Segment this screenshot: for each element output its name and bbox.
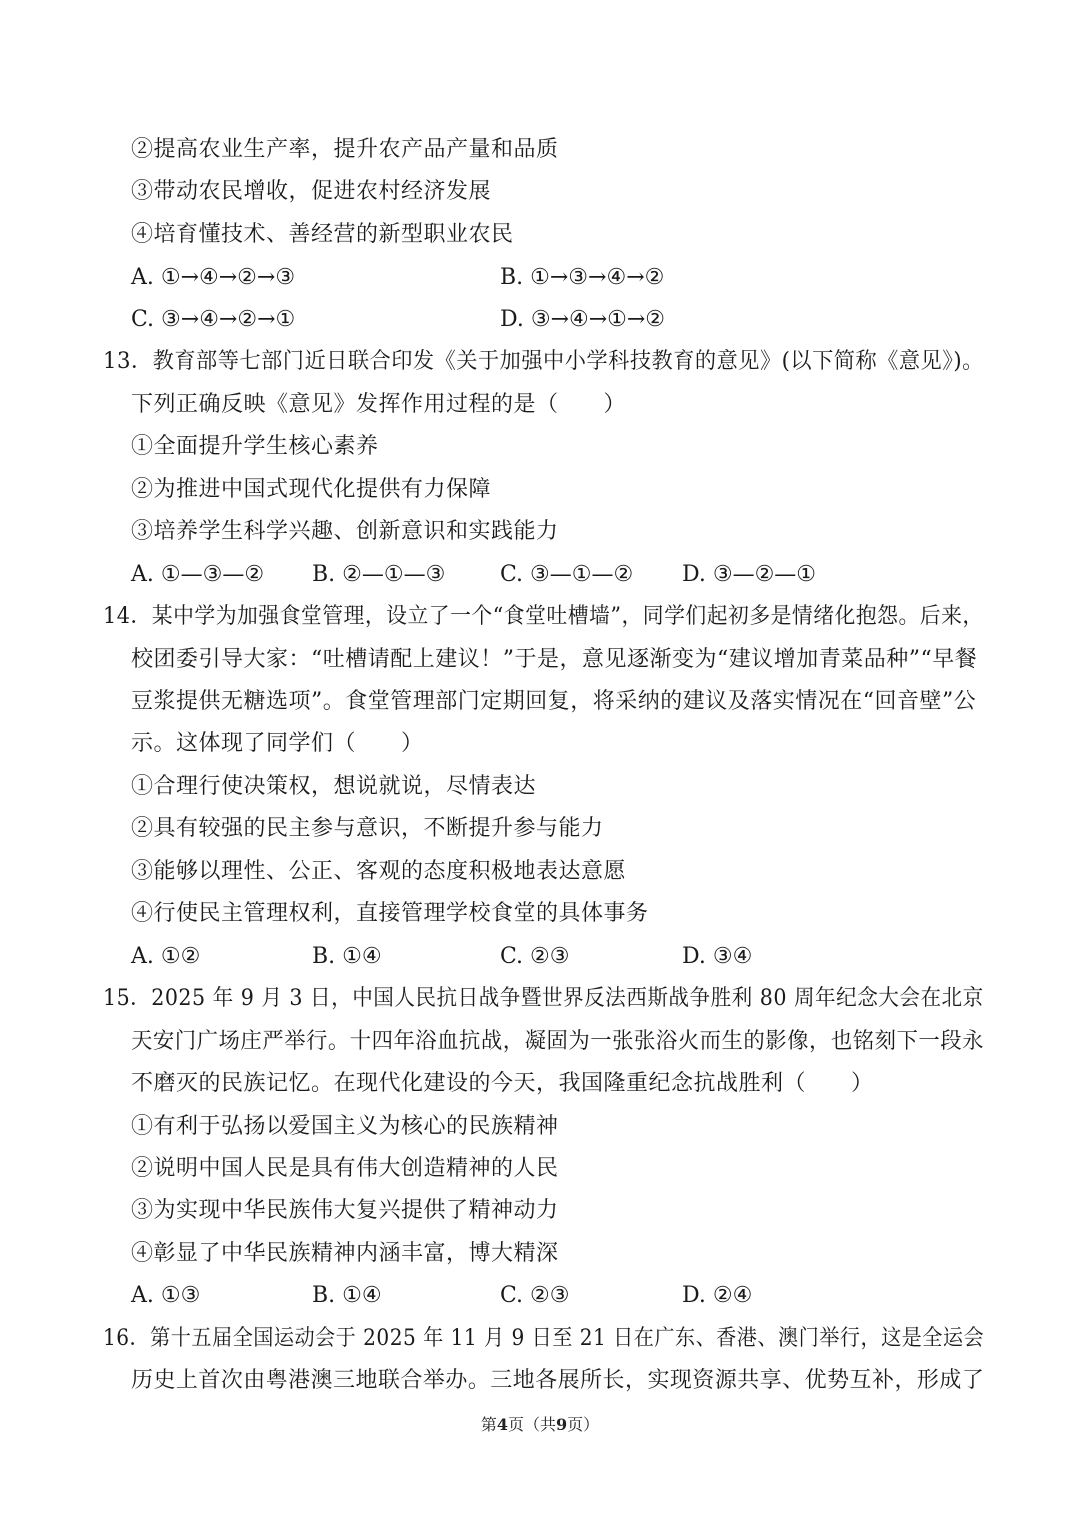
q15-stem-line-1: 15．2025 年 9 月 3 日，中国人民抗日战争暨世界反法西斯战争胜利 80 周年纪念大会在北京 (103, 986, 984, 1011)
q12-item-2: ②提高农业生产率，提升农产品产量和品质 (131, 137, 559, 162)
q14-item-1: ①合理行使决策权，想说就说，尽情表达 (131, 774, 537, 799)
q15-stem-line-3: 不磨灭的民族记忆。在现代化建设的今天，我国隆重纪念抗战胜利（ ） (131, 1071, 874, 1096)
q14-option-d: D. ③④ (682, 944, 753, 969)
q15-item-1: ①有利于弘扬以爱国主义为核心的民族精神 (131, 1114, 559, 1139)
q15-item-2: ②说明中国人民是具有伟大创造精神的人民 (131, 1156, 559, 1181)
q16-stem-line-1: 16．第十五届全国运动会于 2025 年 11 月 9 日至 21 日在广东、香港、澳门举行，这是全运会 (103, 1326, 985, 1351)
q15-item-4: ④彰显了中华民族精神内涵丰富，博大精深 (131, 1241, 559, 1266)
q13-stem-line-1: 13．教育部等七部门近日联合印发《关于加强中小学科技教育的意见》(以下简称《意见》)。 (103, 349, 984, 374)
q14-option-b: B. ①④ (312, 944, 382, 969)
q16-stem-line-2: 历史上首次由粤港澳三地联合举办。三地各展所长，实现资源共享、优势互补，形成了 (131, 1368, 985, 1393)
q12-option-d: D. ③→④→①→② (500, 307, 666, 332)
footer-mid: 页（共 (507, 1415, 556, 1434)
footer-prefix: 第 (480, 1415, 497, 1434)
q14-item-2: ②具有较强的民主参与意识，不断提升参与能力 (131, 816, 604, 841)
q13-item-1: ①全面提升学生核心素养 (131, 434, 379, 459)
q14-stem-line-4: 示。这体现了同学们（ ） (131, 731, 424, 756)
q13-item-3: ③培养学生科学兴趣、创新意识和实践能力 (131, 519, 559, 544)
q14-item-4: ④行使民主管理权利，直接管理学校食堂的具体事务 (131, 901, 649, 926)
q15-option-b: B. ①④ (312, 1283, 382, 1308)
footer-total-pages: 9 (556, 1415, 568, 1434)
q13-stem-line-2: 下列正确反映《意见》发挥作用过程的是（ ） (131, 392, 627, 417)
page-footer (0, 1413, 1080, 1437)
q14-option-c: C. ②③ (500, 944, 570, 969)
q13-option-b: B. ②—①—③ (312, 562, 446, 587)
q13-item-2: ②为推进中国式现代化提供有力保障 (131, 477, 492, 502)
q14-stem-line-1: 14．某中学为加强食堂管理，设立了一个“食堂吐槽墙”，同学们起初多是情绪化抱怨。后来， (103, 604, 984, 629)
q15-option-c: C. ②③ (500, 1283, 570, 1308)
q12-option-a: A. ①→④→②→③ (131, 265, 296, 290)
q12-option-b: B. ①→③→④→② (500, 265, 665, 290)
q15-option-a: A. ①③ (131, 1283, 201, 1308)
q14-item-3: ③能够以理性、公正、客观的态度积极地表达意愿 (131, 859, 627, 884)
footer-suffix: 页） (567, 1415, 600, 1434)
footer-page-number: 4 (496, 1415, 508, 1434)
q12-item-3: ③带动农民增收，促进农村经济发展 (131, 179, 492, 204)
q15-stem-line-2: 天安门广场庄严举行。十四年浴血抗战，凝固为一张张浴火而生的影像，也铭刻下一段永 (131, 1029, 984, 1054)
q15-item-3: ③为实现中华民族伟大复兴提供了精神动力 (131, 1198, 559, 1223)
q13-option-a: A. ①—③—② (131, 562, 265, 587)
q15-option-d: D. ②④ (682, 1283, 753, 1308)
q14-stem-line-2: 校团委引导大家：“吐槽请配上建议！”于是，意见逐渐变为“建议增加青菜品种”“早餐 (131, 647, 978, 672)
q13-option-d: D. ③—②—① (682, 562, 817, 587)
q14-option-a: A. ①② (131, 944, 201, 969)
q12-item-4: ④培育懂技术、善经营的新型职业农民 (131, 222, 514, 247)
q14-stem-line-3: 豆浆提供无糖选项”。食堂管理部门定期回复，将采纳的建议及落实情况在“回音壁”公 (131, 689, 977, 714)
q12-option-c: C. ③→④→②→① (131, 307, 296, 332)
q13-option-c: C. ③—①—② (500, 562, 634, 587)
